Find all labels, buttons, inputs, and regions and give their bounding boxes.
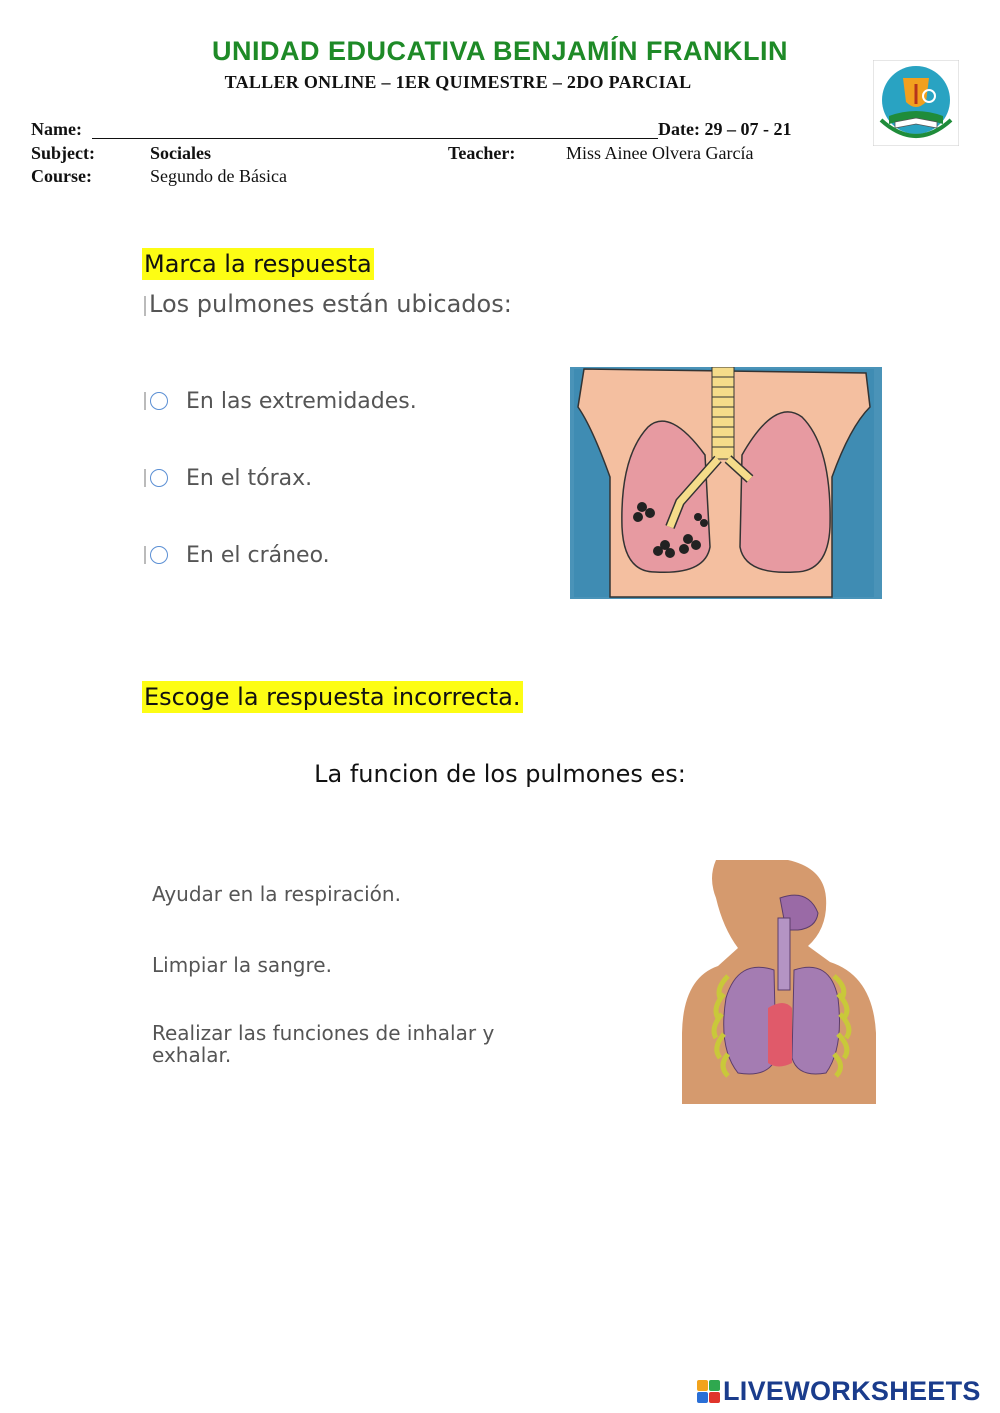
- option-label: En el cráneo.: [186, 542, 330, 568]
- question-2: La funcion de los pulmones es:: [314, 760, 686, 788]
- answer-1[interactable]: Ayudar en la respiración.: [152, 882, 401, 906]
- radio-button[interactable]: [150, 469, 168, 487]
- teacher-label: Teacher:: [448, 143, 516, 163]
- question-bar: [144, 296, 146, 316]
- worksheet-subtitle: TALLER ONLINE – 1ER QUIMESTRE – 2DO PARCIAL: [224, 72, 692, 92]
- option-3[interactable]: [144, 540, 330, 570]
- name-field[interactable]: [92, 138, 658, 139]
- respiratory-system-illustration: [668, 858, 880, 1106]
- liveworksheets-logo[interactable]: [697, 1376, 981, 1407]
- course-value: Segundo de Básica: [150, 166, 287, 186]
- course-label: Course:: [31, 166, 92, 186]
- lungs-illustration: [570, 367, 882, 599]
- radio-button[interactable]: [150, 546, 168, 564]
- teacher-value: Miss Ainee Olvera García: [566, 143, 754, 163]
- brand-text: LIVEWORKSHEETS: [723, 1376, 981, 1406]
- school-logo: [873, 60, 959, 146]
- brand-grid-icon: [697, 1380, 720, 1403]
- date-label: Date:: [658, 119, 700, 139]
- subject-label: Subject:: [31, 143, 95, 163]
- instruction-1: Marca la respuesta: [144, 250, 372, 278]
- answer-3[interactable]: Realizar las funciones de inhalar y exhalar.: [152, 1021, 495, 1067]
- option-1[interactable]: [144, 386, 417, 416]
- school-title: UNIDAD EDUCATIVA BENJAMÍN FRANKLIN: [212, 36, 788, 66]
- answer-2[interactable]: Limpiar la sangre.: [152, 953, 332, 977]
- option-label: En el tórax.: [186, 465, 313, 491]
- option-2[interactable]: [144, 463, 312, 493]
- instruction-2: Escoge la respuesta incorrecta.: [144, 683, 521, 711]
- date-value: 29 – 07 - 21: [704, 119, 792, 139]
- radio-button[interactable]: [150, 392, 168, 410]
- option-label: En las extremidades.: [186, 388, 417, 414]
- name-label: Name:: [31, 119, 82, 139]
- subject-value: Sociales: [150, 143, 211, 163]
- question-1: Los pulmones están ubicados:: [149, 290, 512, 318]
